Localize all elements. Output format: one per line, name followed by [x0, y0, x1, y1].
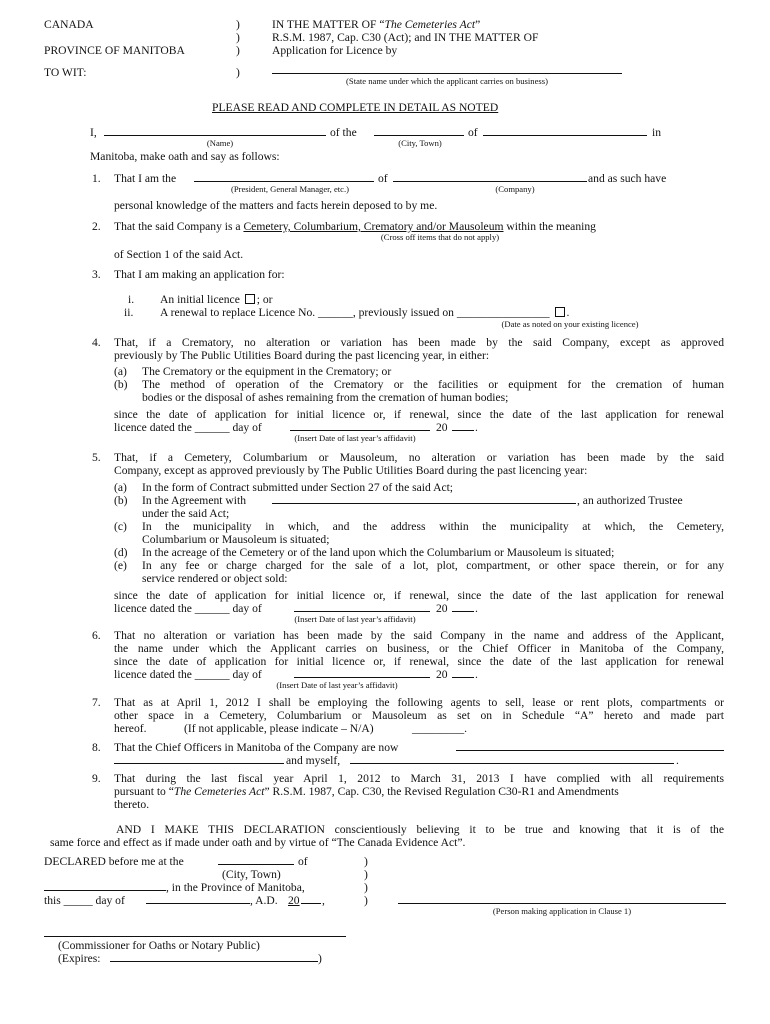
para-5-since-line: since the date of application for initial licence or, if renewal, since the date of the last application for renewal	[114, 589, 724, 602]
option-ii-number: ii.	[124, 306, 134, 319]
para-6-line-1: That no alteration or variation has been made by the said Company in the name and address of the Applicant,	[114, 629, 724, 642]
facility-types-strikeable[interactable]: Cemetery, Columbarium, Crematory and/or Mausoleum	[243, 220, 504, 233]
name-caption: (Name)	[206, 138, 234, 148]
deponent-city-field[interactable]	[374, 135, 464, 136]
para-5-c-line-1: In the municipality in which, and the address within the municipality at which, the Cemetery,	[142, 520, 724, 533]
para-5-line-2: Company, except as approved previously by The Public Utilities Board during the past licencing year:	[114, 464, 588, 477]
header-to-wit: TO WIT:	[44, 66, 87, 79]
option-i-number: i.	[128, 293, 135, 306]
header-paren-3: )	[236, 44, 240, 57]
declared-ad: , A.D.	[250, 894, 278, 907]
declared-province: , in the Province of Manitoba,	[166, 881, 305, 894]
para-8-number: 8.	[92, 741, 101, 754]
expires-close: )	[318, 952, 322, 965]
para-4-affidavit-caption: (Insert Date of last year’s affidavit)	[294, 433, 416, 443]
para-9-line-2: pursuant to “The Cemeteries Act” R.S.M. 1987, Cap. C30, the Revised Regulation C30-R1 and Amendments	[114, 785, 619, 798]
state-name-caption: (State name under which the applicant carries on business)	[346, 76, 548, 86]
para-4-a-label: (a)	[114, 365, 127, 378]
para-5-b-label: (b)	[114, 494, 128, 507]
para-4-year-field[interactable]	[452, 430, 474, 431]
para-1-text-b: and as such have	[588, 172, 667, 185]
declared-place-field[interactable]	[218, 864, 294, 865]
header-matter-line: IN THE MATTER OF “The Cemeteries Act”	[272, 18, 481, 31]
header-paren-2: )	[236, 31, 240, 44]
para-7-line-1: That as at April 1, 2012 I shall be employing the following agents to sell, lease or rent plots, compartments or	[114, 696, 724, 709]
para-4-line-1: That, if a Crematory, no alteration or variation has been made by the said Company, except as approved	[114, 336, 724, 349]
para-7-line-2: other space in a Cemetery, Columbarium or Mausoleum as set on in Schedule “A” hereto and made part	[114, 709, 724, 722]
company-field[interactable]	[393, 181, 587, 182]
para-4-a-text: The Crematory or the equipment in the Crematory; or	[142, 365, 392, 378]
para-6-affidavit-caption: (Insert Date of last year’s affidavit)	[276, 680, 398, 690]
para-3-number: 3.	[92, 268, 101, 281]
para-6-dated-c: .	[475, 668, 478, 681]
declaration-line-2: same force and effect as if made under oath and by virtue of “The Canada Evidence Act”.	[50, 836, 466, 849]
para-5-dated-c: .	[475, 602, 478, 615]
header-canada: CANADA	[44, 18, 94, 31]
initial-licence-checkbox[interactable]	[245, 294, 255, 304]
para-2-number: 2.	[92, 220, 101, 233]
deponent-location-field[interactable]	[483, 135, 647, 136]
city-caption: (City, Town)	[398, 138, 442, 148]
licence-date-caption: (Date as noted on your existing licence)	[501, 319, 639, 329]
para-9-line-3: thereto.	[114, 798, 150, 811]
para-4-dated-c: .	[475, 421, 478, 434]
para-4-line-2: previously by The Public Utilities Board during the past licencing year, in either:	[114, 349, 490, 362]
para-8-line-1: That the Chief Officers in Manitoba of the Company are now	[114, 741, 399, 754]
para-7-na-note: (If not applicable, please indicate – N/A)	[184, 722, 374, 735]
expires-field[interactable]	[110, 961, 318, 962]
position-field[interactable]	[194, 181, 374, 182]
para-1-text-c: personal knowledge of the matters and facts herein deposed to by me.	[114, 199, 438, 212]
para-1-text-a: That I am the	[114, 172, 177, 185]
declared-this-day: this _____ day of	[44, 894, 125, 907]
para-5-c-label: (c)	[114, 520, 127, 533]
para-6-dated-a: licence dated the ______ day of	[114, 668, 262, 681]
notice-heading: PLEASE READ AND COMPLETE IN DETAIL AS NOTED	[212, 101, 499, 114]
para-8-period: .	[676, 754, 679, 767]
para-4-b-line-1: The method of operation of the Crematory or the facilities or equipment for the cremation of human	[142, 378, 724, 391]
option-i-text: An initial licence ; or	[160, 293, 273, 306]
chief-officers-field-3[interactable]	[350, 763, 674, 764]
para-6-year-field[interactable]	[452, 677, 474, 678]
applicant-signature-field[interactable]	[398, 903, 726, 904]
person-caption: (Person making application in Clause 1)	[492, 906, 632, 916]
commissioner-label: (Commissioner for Oaths or Notary Public)	[58, 939, 260, 952]
para-5-number: 5.	[92, 451, 101, 464]
para-5-year-field[interactable]	[452, 611, 474, 612]
para-4-since-line: since the date of application for initial licence or, if renewal, since the date of the last application for renewal	[114, 408, 724, 421]
para-9-number: 9.	[92, 772, 101, 785]
para-9-line-1: That during the last fiscal year April 1, 2012 to March 31, 2013 I have complied with all requirements	[114, 772, 724, 785]
applicant-name-field[interactable]	[272, 73, 622, 74]
intro-of: of	[468, 126, 478, 139]
declared-before-me: DECLARED before me at the	[44, 855, 184, 868]
header-province: PROVINCE OF MANITOBA	[44, 44, 185, 57]
para-6-line-2: the name under which the Applicant carries on business, or the Chief Officer in Manitoba of the Company,	[114, 642, 724, 655]
para-7-na-field[interactable]: _________.	[412, 722, 468, 735]
para-6-month-field[interactable]	[294, 677, 430, 678]
para-5-d-text: In the acreage of the Cemetery or of the land upon which the Columbarium or Mausoleum is situated;	[142, 546, 615, 559]
sig-paren-d: )	[364, 894, 368, 907]
para-4-b-line-2: bodies or the disposal of ashes remaining from the cremation of human bodies;	[142, 391, 509, 404]
para-5-a-text: In the form of Contract submitted under Section 27 of the said Act;	[142, 481, 454, 494]
intro-of-the: of the	[330, 126, 357, 139]
chief-officers-field-1[interactable]	[456, 750, 724, 751]
para-1-number: 1.	[92, 172, 101, 185]
para-3-text: That I am making an application for:	[114, 268, 285, 281]
para-5-line-1: That, if a Cemetery, Columbarium or Mausoleum, no alteration or variation has been made by the said	[114, 451, 724, 464]
header-rsm-line: R.S.M. 1987, Cap. C30 (Act); and IN THE MATTER OF	[272, 31, 539, 44]
trustee-field[interactable]	[272, 503, 576, 504]
sig-paren-c: )	[364, 881, 368, 894]
para-5-e-line-1: In any fee or charge charged for the sale of a lot, plot, compartment, or other space therein, or for any	[142, 559, 724, 572]
declared-year-field[interactable]	[301, 903, 321, 904]
intro-i: I,	[90, 126, 97, 139]
deponent-name-field[interactable]	[104, 135, 326, 136]
expires-open: (Expires:	[58, 952, 101, 965]
para-5-affidavit-caption: (Insert Date of last year’s affidavit)	[294, 614, 416, 624]
renewal-licence-checkbox[interactable]	[555, 307, 565, 317]
para-5-e-label: (e)	[114, 559, 127, 572]
intro-manitoba: Manitoba, make oath and say as follows:	[90, 150, 280, 163]
para-5-d-label: (d)	[114, 546, 128, 559]
para-4-month-field[interactable]	[290, 430, 430, 431]
para-5-e-line-2: service rendered or object sold:	[142, 572, 288, 585]
para-5-c-line-2: Columbarium or Mausoleum is situated;	[142, 533, 330, 546]
para-5-dated-a: licence dated the ______ day of	[114, 602, 262, 615]
para-2-text: That the said Company is a Cemetery, Columbarium, Crematory and/or Mausoleum within the meaning	[114, 220, 596, 233]
para-4-dated-b: 20	[436, 421, 448, 434]
para-4-number: 4.	[92, 336, 101, 349]
para-8-and-myself: and myself,	[286, 754, 341, 767]
declared-comma: ,	[322, 894, 325, 907]
para-5-b-text-c: under the said Act;	[142, 507, 230, 520]
declared-city-field[interactable]	[44, 890, 166, 891]
sig-paren-a: )	[364, 855, 368, 868]
para-5-dated-b: 20	[436, 602, 448, 615]
declaration-line-1: AND I MAKE THIS DECLARATION conscientiously believing it to be true and knowing that it is of the	[116, 823, 724, 836]
position-caption: (President, General Manager, etc.)	[230, 184, 349, 194]
intro-in: in	[652, 126, 662, 139]
declared-month-field[interactable]	[146, 903, 250, 904]
para-2-text-d: of Section 1 of the said Act.	[114, 248, 244, 261]
cross-off-caption: (Cross off items that do not apply)	[380, 232, 500, 242]
sig-paren-b: )	[364, 868, 368, 881]
commissioner-signature-field[interactable]	[44, 936, 346, 937]
para-4-dated-a: licence dated the ______ day of	[114, 421, 262, 434]
para-7-hereof: hereof.	[114, 722, 147, 735]
header-paren-4: )	[236, 66, 240, 79]
declared-city-label: (City, Town)	[222, 868, 281, 881]
para-4-b-label: (b)	[114, 378, 128, 391]
para-5-month-field[interactable]	[294, 611, 430, 612]
para-5-b-text-b: , an authorized Trustee	[577, 494, 683, 507]
option-ii-text: A renewal to replace Licence No. ______, previously issued on ________________ .	[160, 306, 570, 319]
para-5-b-text-a: In the Agreement with	[142, 494, 246, 507]
para-1-of: of	[378, 172, 388, 185]
para-7-number: 7.	[92, 696, 101, 709]
company-caption: (Company)	[495, 184, 535, 194]
para-6-line-3: since the date of application for initial licence or, if renewal, since the date of the last application for renewal	[114, 655, 724, 668]
chief-officers-field-2[interactable]	[114, 763, 284, 764]
para-5-a-label: (a)	[114, 481, 127, 494]
para-6-dated-b: 20	[436, 668, 448, 681]
header-paren-1: )	[236, 18, 240, 31]
declared-year-prefix: 20	[288, 894, 300, 907]
header-application-line: Application for Licence by	[272, 44, 398, 57]
declared-of: of	[298, 855, 308, 868]
para-6-number: 6.	[92, 629, 101, 642]
